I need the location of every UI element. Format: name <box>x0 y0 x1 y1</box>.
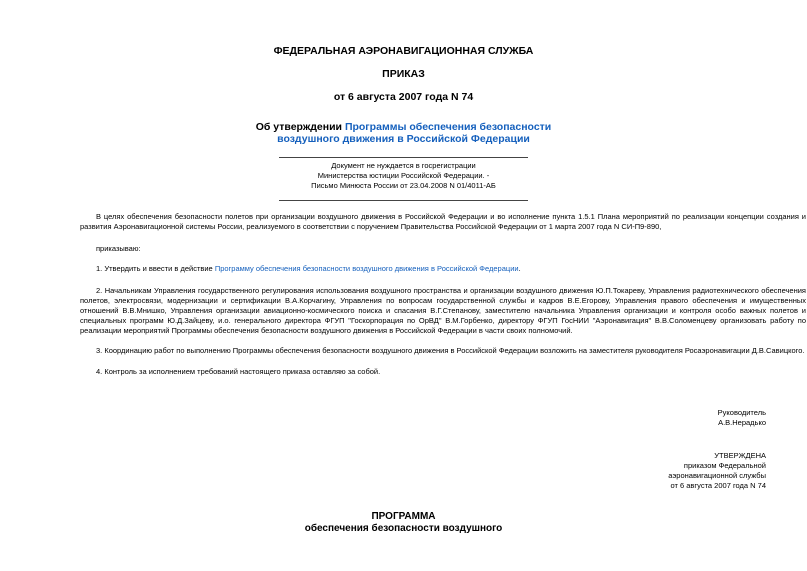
item-1-suffix: . <box>518 264 521 273</box>
doc-title <box>0 121 807 145</box>
program-heading <box>0 511 807 535</box>
doc-title-prefix: Об утверждении <box>255 121 345 133</box>
registration-note-line: Министерства юстиции Российской Федерации. - <box>317 171 490 180</box>
doc-type-heading: ПРИКАЗ <box>382 68 425 80</box>
top-divider <box>279 157 528 158</box>
approval-block <box>668 451 766 491</box>
approval-line: УТВЕРЖДЕНА <box>714 451 766 460</box>
item-2: 2. Начальникам Управления государственного регулирования использования воздушного пространства и организации воздушного движения Ю.П.Токареву, Управления радиотехнического обеспечения полетов, электросвязи, модернизации и сертификации В.А.Корчагину, Управления по вопросам государственной службы и кадров В.Е.Егорову, Управления правого обеспечения и имущественных отношений В.В.Мнишко, Управления организации авиационно-космического поиска и спасания В.Г.Степанову, заместителю начальника Управления организации и контроля особо важных полетов и специальных программ Ю.Д.Зайцеву, и.о. генерального директора ФГУП "Госкорпорация по ОрВД" В.М.Горбенко, директору ФГУП ГосНИИ "Аэронавигация" В.В.Соломенцеву организовать работу по реализации мероприятий Программы обеспечения безопасности воздушного движения в Российской Федерации в части своих полномочий. <box>80 286 806 335</box>
approval-line: приказом Федеральной <box>683 461 766 470</box>
item-3: 3. Координацию работ по выполнению Программы обеспечения безопасности воздушного движения в Российской Федерации возложить на заместителя руководителя Росаэронавигации Д.В.Савицкого. <box>96 346 805 355</box>
approval-line: аэронавигационной службы <box>668 471 766 480</box>
program-title-link[interactable]: Программы обеспечения безопасности <box>344 121 552 133</box>
signature-block <box>718 408 766 428</box>
preamble-paragraph: В целях обеспечения безопасности полетов при организации воздушного движения в Российской Федерации и во исполнение пункта 1.5.1 Плана мероприятий по реализации концепции создания и развития Аэронавигационной системы России, реализуемого в соответствии с поручением Правительства Российской Федерации от 1 марта 2007 года N СИ-П9-890, <box>80 212 806 231</box>
registration-note <box>279 161 528 191</box>
program-link[interactable]: Программу обеспечения безопасности воздушного движения в Российской Федерации <box>214 264 519 273</box>
doc-date-number: от 6 августа 2007 года N 74 <box>333 91 474 103</box>
bottom-divider <box>279 200 528 201</box>
program-heading-line: ПРОГРАММА <box>371 511 436 522</box>
signature-name: А.В.Нерадько <box>718 418 766 427</box>
signature-position: Руководитель <box>717 408 766 417</box>
registration-note-line: Документ не нуждается в госрегистрации <box>331 161 476 170</box>
approval-line: от 6 августа 2007 года N 74 <box>670 481 766 490</box>
item-4: 4. Контроль за исполнением требований настоящего приказа оставляю за собой. <box>96 367 381 376</box>
item-1 <box>96 264 521 274</box>
registration-note-line: Письмо Минюста России от 23.04.2008 N 01/4011-АБ <box>311 181 496 190</box>
item-1-text: 1. Утвердить и ввести в действие <box>96 264 215 273</box>
program-heading-line: обеспечения безопасности воздушного <box>304 523 503 534</box>
order-word: приказываю: <box>96 244 141 253</box>
program-title-link-continued[interactable]: воздушного движения в Российской Федерации <box>277 133 530 145</box>
agency-heading: ФЕДЕРАЛЬНАЯ АЭРОНАВИГАЦИОННАЯ СЛУЖБА <box>273 45 534 57</box>
